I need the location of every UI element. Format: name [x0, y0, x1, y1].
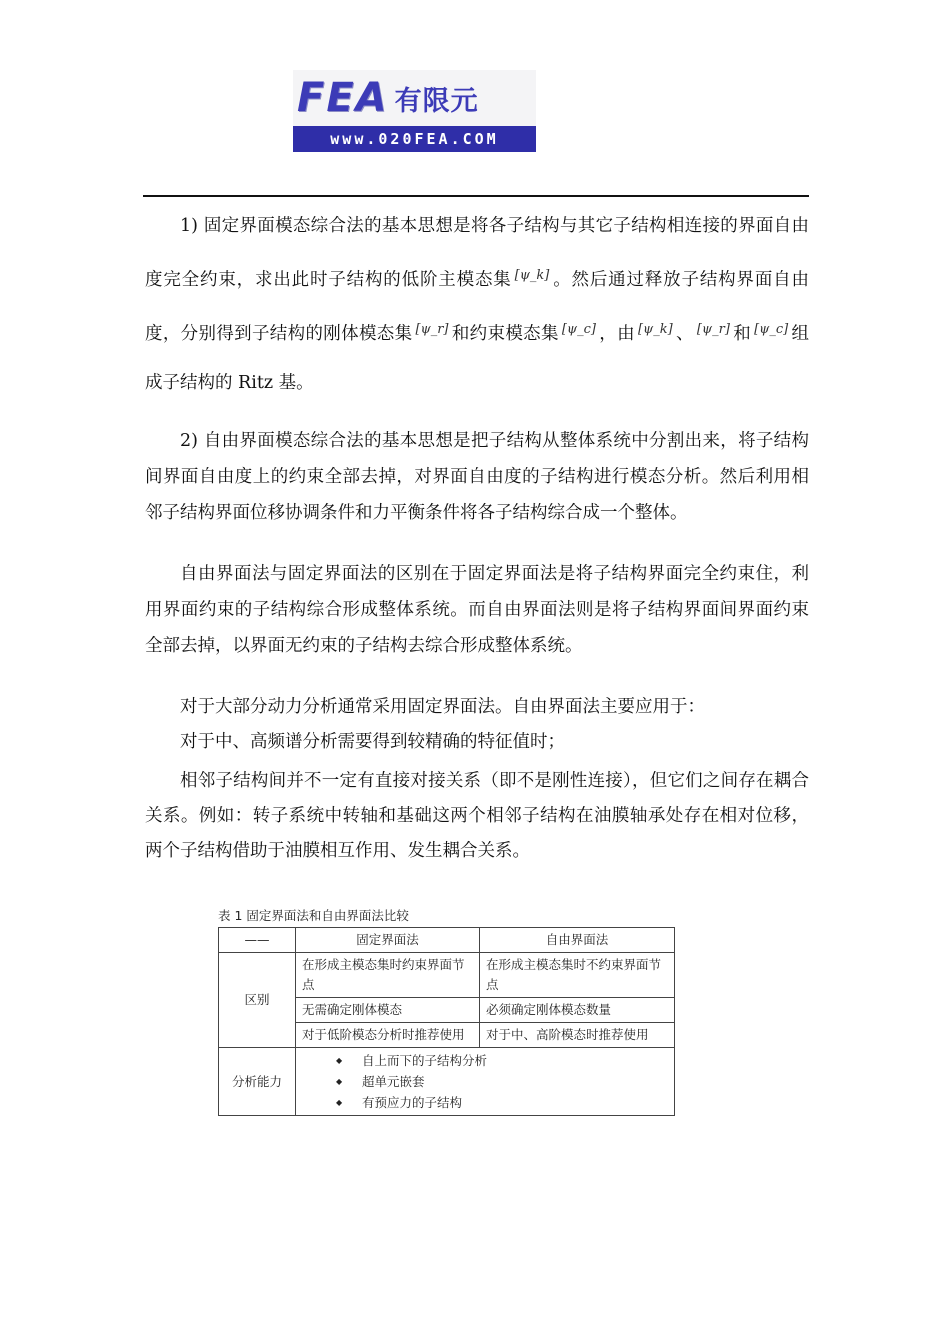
p1-text-d: ，由: [598, 324, 635, 344]
logo-top: [293, 70, 536, 126]
ability-list-cell: [296, 1048, 675, 1116]
psi-k-symbol: [ψ_k]: [514, 268, 550, 283]
table-cell: 对于中、高阶模态时推荐使用: [480, 1023, 675, 1048]
table-cell: 无需确定刚体模态: [296, 998, 480, 1023]
table-header-row: [219, 928, 675, 953]
table-header-cell: ——: [219, 928, 296, 953]
table-cell: 在形成主模态集时约束界面节点: [296, 953, 480, 998]
table-cell: 必须确定刚体模态数量: [480, 998, 675, 1023]
header-rule: [143, 195, 809, 197]
ability-list: [302, 1050, 668, 1113]
paragraph-4a: 对于大部分动力分析通常采用固定界面法。自由界面法主要应用于：: [180, 697, 705, 717]
p1-text-c: 和约束模态集: [451, 324, 559, 344]
paragraph-2: 2) 自由界面模态综合法的基本思想是把子结构从整体系统中分割出来，将子结构间界面自由度上的约束全部去掉，对界面自由度的子结构进行模态分析。然后利用相邻子结构界面位移协调条件和力平衡条件将各子结构综合成一个整体。: [145, 431, 809, 523]
p1-text-a: 1) 固定界面模态综合法的基本思想是将各子结构与其它子结构相连接的界面自由度完全约束，求出此时子结构的低阶主模态集: [145, 216, 809, 290]
psi-c-symbol: [ψ_c]: [561, 322, 596, 337]
list-item: ◆ 有预应力的子结构: [336, 1092, 668, 1113]
table-caption: 表 1 固定界面法和自由界面法比较: [218, 908, 409, 923]
logo-brand: FEA: [297, 75, 389, 121]
list-item: ◆ 自上而下的子结构分析: [336, 1050, 668, 1071]
table-cell: 对于低阶模态分析时推荐使用: [296, 1023, 480, 1048]
diff-label-cell: 区别: [219, 953, 296, 1048]
paragraph-4c: 相邻子结构间并不一定有直接对接关系（即不是刚性连接），但它们之间存在耦合关系。例如：转子系统中转轴和基础这两个相邻子结构在油膜轴承处存在相对位移，两个子结构借助于油膜相互作用、发生耦合关系。: [145, 771, 809, 861]
p1-text-f: 和: [732, 324, 752, 344]
paragraph-1: [145, 202, 809, 408]
psi-c-symbol-2: [ψ_c]: [754, 322, 789, 337]
table-row: [219, 1048, 675, 1116]
table-header-cell: 自由界面法: [480, 928, 675, 953]
ability-label-cell: 分析能力: [219, 1048, 296, 1116]
p1-text-g: 组成子结构的 Ritz 基。: [145, 324, 810, 393]
table-header-cell: 固定界面法: [296, 928, 480, 953]
paragraph-3: 自由界面法与固定界面法的区别在于固定界面法是将子结构界面完全约束住，利用界面约束的子结构综合形成整体系统。而自由界面法则是将子结构界面间界面约束全部去掉，以界面无约束的子结构去综合形成整体系统。: [145, 564, 809, 656]
fea-logo: [293, 70, 536, 152]
logo-url: www.020FEA.COM: [293, 126, 536, 152]
comparison-table: [218, 927, 675, 1116]
logo-cn-text: 有限元: [394, 85, 479, 117]
psi-r-symbol-2: [ψ_r]: [696, 322, 730, 337]
psi-r-symbol: [ψ_r]: [415, 322, 449, 337]
psi-k-symbol-2: [ψ_k]: [637, 322, 673, 337]
list-item: ◆ 超单元嵌套: [336, 1071, 668, 1092]
table-cell: 在形成主模态集时不约束界面节点: [480, 953, 675, 998]
p1-text-b: 。然后通过释放子结构界面自由度，分别得到子结构的刚体模态集: [145, 270, 810, 344]
p1-text-e: 、: [675, 324, 694, 344]
paragraph-4b: 对于中、高频谱分析需要得到较精确的特征值时；: [180, 732, 565, 752]
table-row: [219, 953, 675, 998]
